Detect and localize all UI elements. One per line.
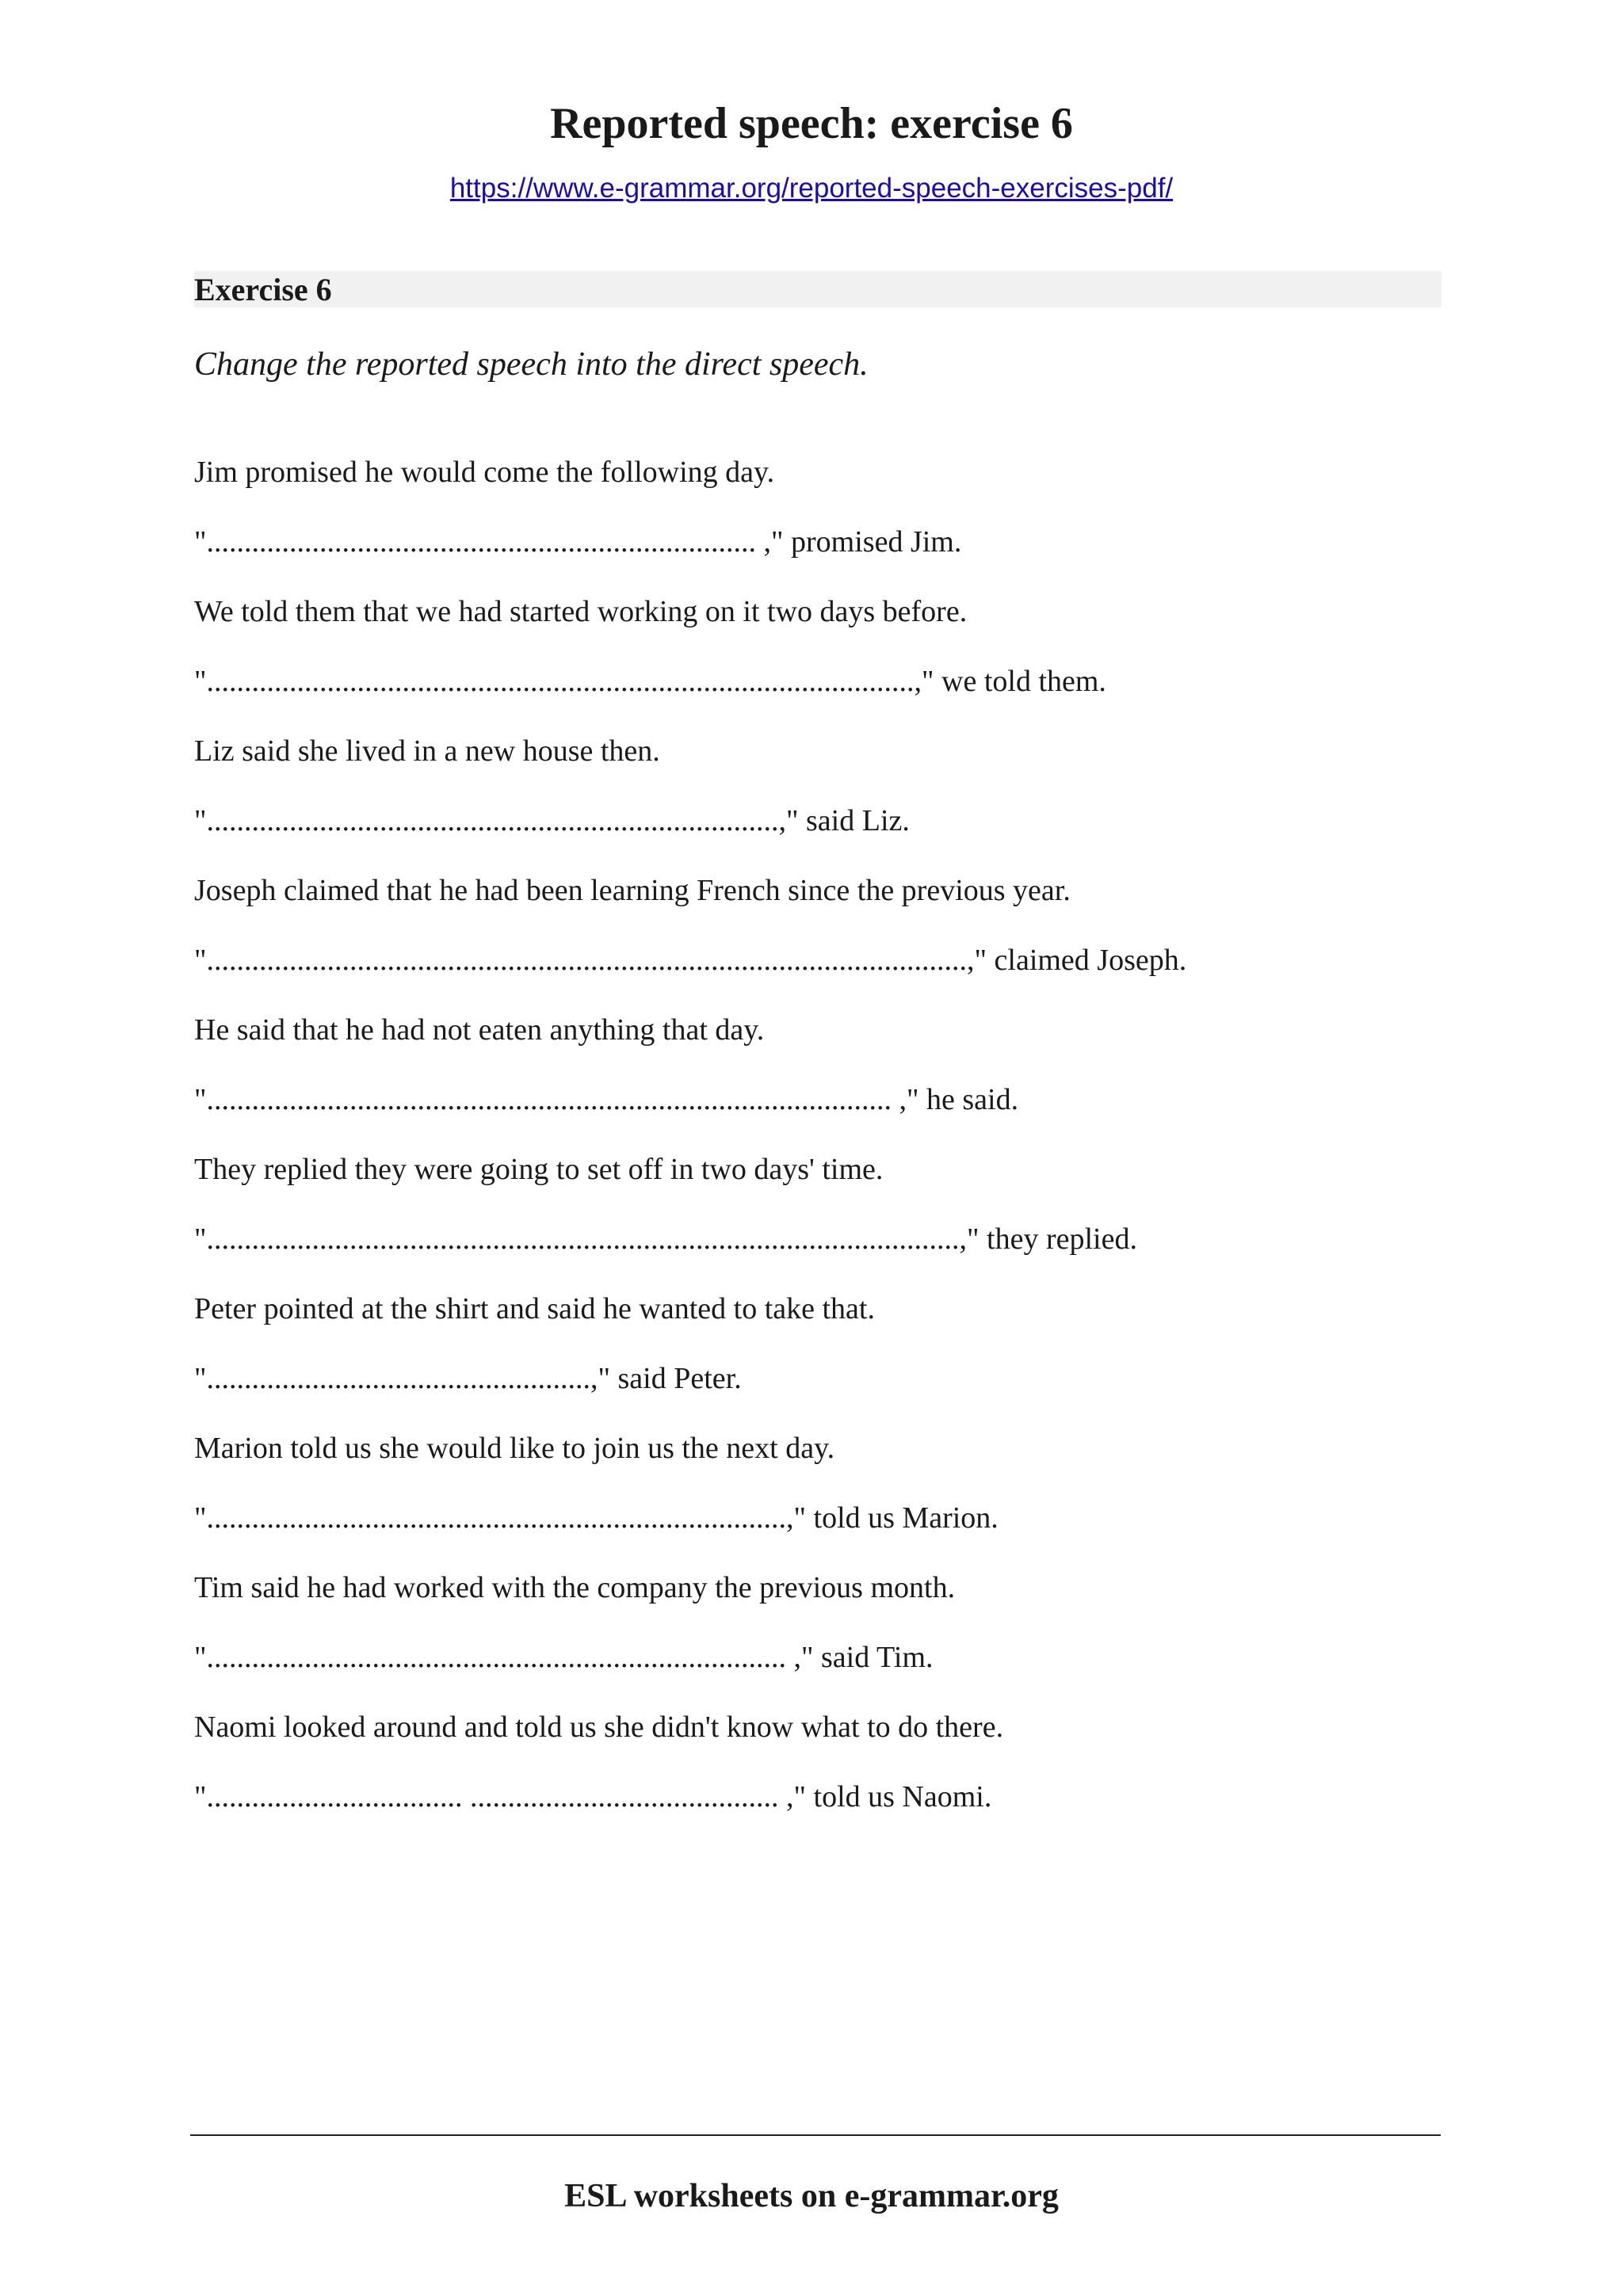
reported-sentence: Jim promised he would come the following day.: [194, 456, 775, 489]
exercise-heading: Exercise 6: [194, 271, 1442, 307]
footer-text: ESL worksheets on e-grammar.org: [564, 2178, 1059, 2214]
answer-line: "............................................................................. ," said Tim.: [194, 1641, 934, 1674]
answer-line: ".............................................................................," told us Marion.: [194, 1501, 999, 1535]
reported-sentence: We told them that we had started working on it two days before.: [194, 595, 968, 628]
footer-divider: [190, 2134, 1441, 2136]
answer-line: ".....................................................................................................," claimed Joseph.: [194, 944, 1187, 977]
answer-line: "......................................................................... ," promised Jim.: [194, 525, 962, 559]
reported-sentence: Tim said he had worked with the company the previous month.: [194, 1571, 956, 1604]
exercise-instruction: Change the reported speech into the direct speech.: [194, 346, 869, 383]
reported-sentence: Peter pointed at the shirt and said he wanted to take that.: [194, 1292, 875, 1325]
answer-line: ".................................. ......................................... ," told us Naomi.: [194, 1780, 992, 1814]
reported-sentence: Joseph claimed that he had been learning French since the previous year.: [194, 874, 1071, 907]
exercise-list: [194, 452, 1446, 1846]
answer-line: "..............................................................................................," we told them.: [194, 665, 1106, 698]
page-title: Reported speech: exercise 6: [550, 99, 1073, 148]
reported-sentence: Naomi looked around and told us she didn't know what to do there.: [194, 1711, 1004, 1744]
reported-sentence: They replied they were going to set off in two days' time.: [194, 1153, 884, 1186]
reported-sentence: Marion told us she would like to join us the next day.: [194, 1432, 835, 1465]
answer-line: "...................................................," said Peter.: [194, 1362, 742, 1395]
source-link[interactable]: https://www.e-grammar.org/reported-speech-exercises-pdf/: [449, 173, 1174, 204]
answer-line: "....................................................................................................," they replied.: [194, 1222, 1137, 1256]
answer-line: "........................................................................................... ," he said.: [194, 1083, 1019, 1116]
reported-sentence: He said that he had not eaten anything that day.: [194, 1013, 765, 1047]
reported-sentence: Liz said she lived in a new house then.: [194, 734, 660, 768]
answer-line: "............................................................................," said Liz.: [194, 804, 910, 837]
